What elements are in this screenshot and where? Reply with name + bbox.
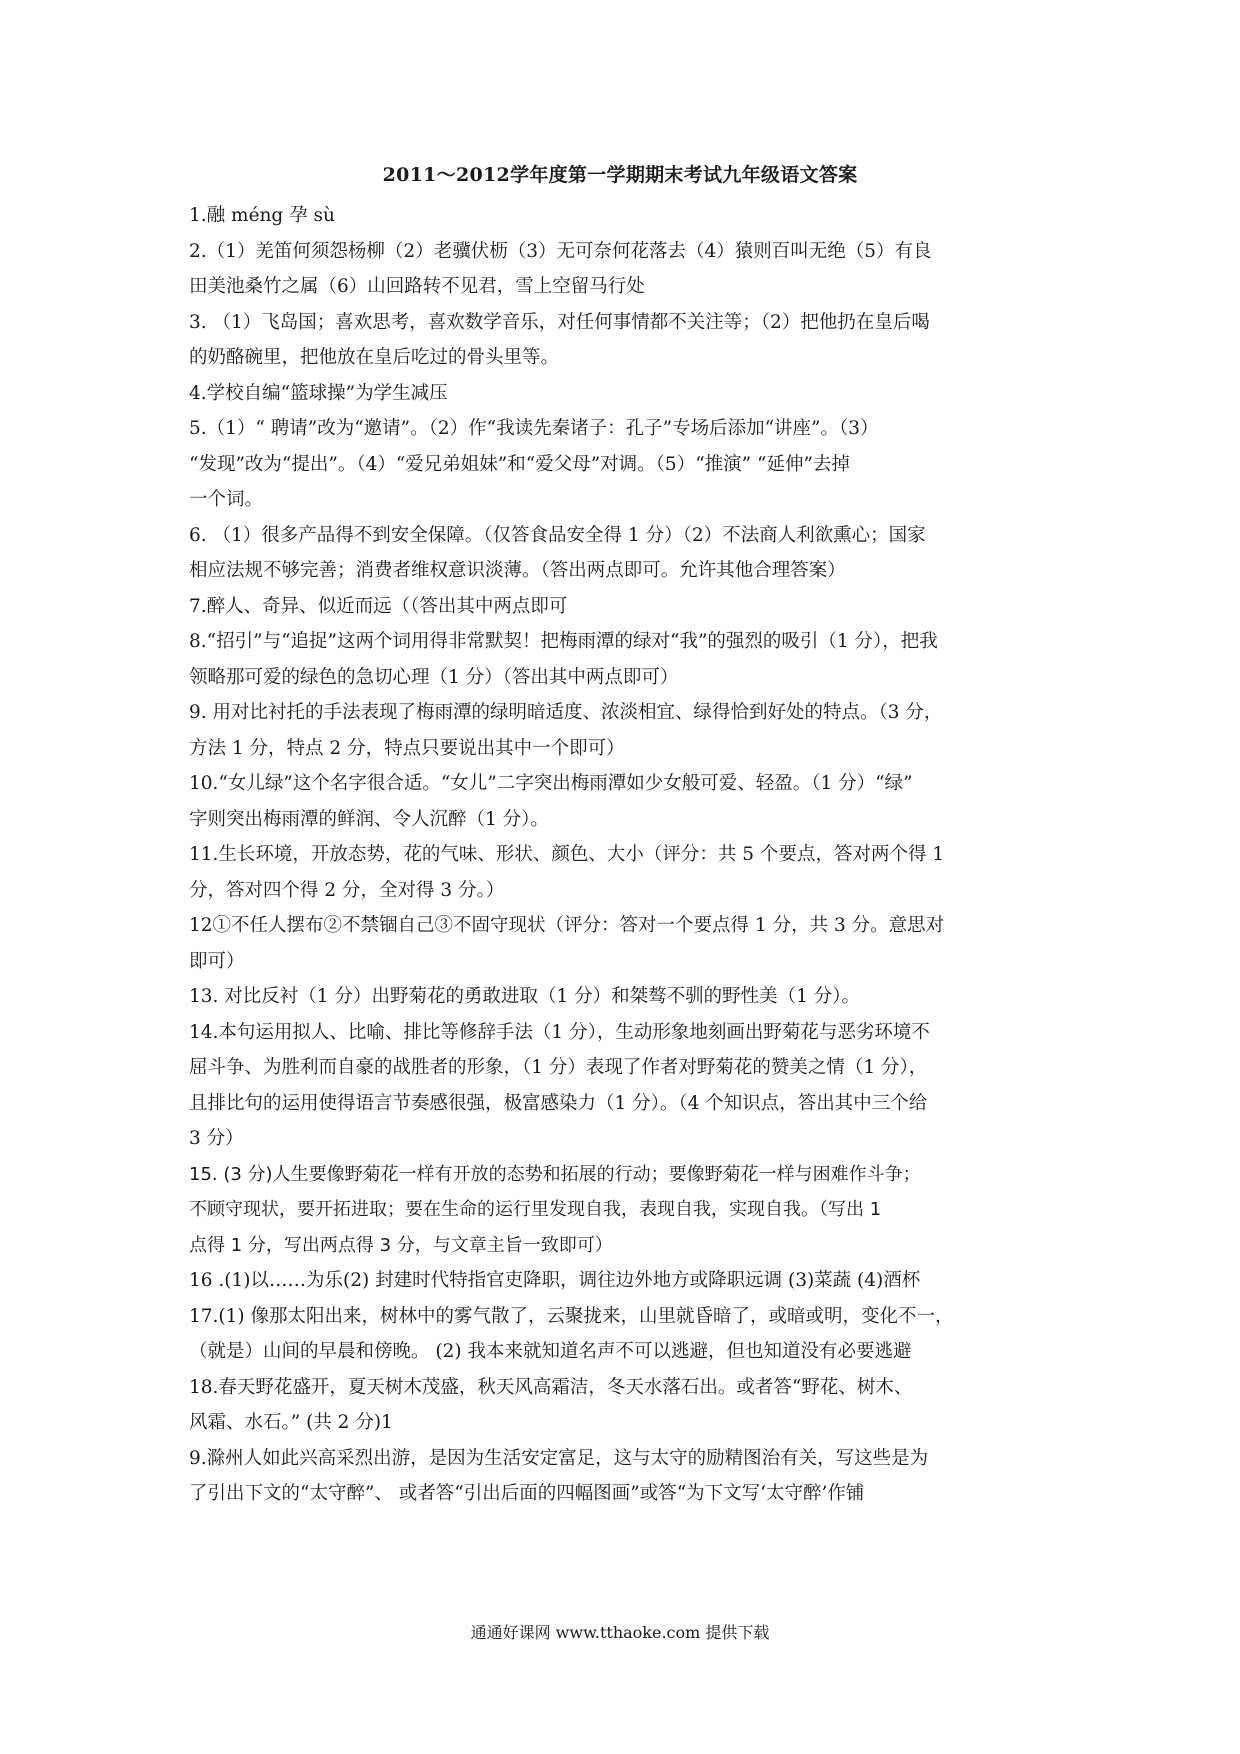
answer-line: 田美池桑竹之属（6）山回路转不见君，雪上空留马行处 bbox=[189, 276, 645, 297]
answer-line: “发现”改为“提出”。（4）“爱兄弟姐妹”和“爱父母”对调。（5）“推演” “延伸”去掉 bbox=[189, 453, 850, 475]
answer-line: 不顾守现状，要开拓进取；要在生命的运行里发现自我，表现自我，实现自我。（写出 1 bbox=[189, 1199, 882, 1220]
document-title: 2011～2012学年度第一学期期末考试九年级语文答案 bbox=[382, 164, 858, 186]
answer-line: 9. 用对比衬托的手法表现了梅雨潭的绿明暗适度、浓淡相宜、绿得恰到好处的特点。（3 分， bbox=[189, 702, 943, 723]
answer-line: 相应法规不够完善；消费者维权意识淡薄。（答出两点即可。允许其他合理答案） bbox=[189, 560, 846, 581]
answer-line: 2.（1）羌笛何须怨杨柳（2）老骥伏枥（3）无可奈何花落去（4）猿则百叫无绝（5）有良 bbox=[189, 240, 932, 262]
answer-line: 14.本句运用拟人、比喻、排比等修辞手法（1 分），生动形象地刻画出野菊花与恶劣环境不 bbox=[189, 1021, 930, 1043]
answer-line: 字则突出梅雨潭的鲜润、令人沉醉（1 分）。 bbox=[189, 808, 549, 830]
answer-line: 3. （1）飞岛国；喜欢思考，喜欢数学音乐，对任何事情都不关注等；（2）把他扔在皇后喝 bbox=[189, 311, 930, 333]
answer-line: 分，答对四个得 2 分，全对得 3 分。） bbox=[189, 879, 505, 901]
answer-line: 4.学校自编“篮球操”为学生减压 bbox=[189, 382, 448, 404]
answer-line: 6. （1）很多产品得不到安全保障。（仅答食品安全得 1 分）（2）不法商人利欲熏心；国家 bbox=[189, 524, 926, 546]
answer-line: 且排比句的运用使得语言节奏感很强，极富感染力（1 分）。（4 个知识点，答出其中三个给 bbox=[189, 1092, 928, 1114]
answer-line: 15. (3 分)人生要像野菊花一样有开放的态势和拓展的行动；要像野菊花一样与困难作斗争； bbox=[189, 1163, 921, 1185]
answer-line: 的奶酪碗里，把他放在皇后吃过的骨头里等。 bbox=[189, 347, 560, 368]
answer-line: 13. 对比反衬（1 分）出野菊花的勇敢进取（1 分）和桀骜不驯的野性美（1 分）。 bbox=[189, 986, 861, 1007]
answer-line: 12①不任人摆布②不禁锢自己③不固守现状（评分：答对一个要点得 1 分，共 3 分。意思对 bbox=[189, 915, 945, 936]
answer-line: 了引出下文的“太守醉”、 或者答“引出后面的四幅图画”或答“为下文写‘太守醉’作铺 bbox=[189, 1483, 865, 1504]
answer-line: 8.“招引”与“追捉”这两个词用得非常默契！把梅雨潭的绿对“我”的强烈的吸引（1 分），把我 bbox=[189, 631, 938, 652]
answer-line: 7.醉人、奇异、似近而远（（答出其中两点即可 bbox=[189, 595, 568, 617]
answer-line: 领略那可爱的绿色的急切心理（1 分）（答出其中两点即可） bbox=[189, 666, 679, 688]
answer-line: （就是）山间的早晨和傍晚。 (2) 我本来就知道名声不可以逃避，但也知道没有必要逃避 bbox=[189, 1341, 912, 1362]
answer-line: 9.滁州人如此兴高采烈出游，是因为生活安定富足，这与太守的励精图治有关，写这些是为 bbox=[189, 1447, 929, 1469]
answer-line: 1.融 méng 孕 sù bbox=[189, 205, 335, 226]
answer-line: 16 .(1)以……为乐(2) 封建时代特指官吏降职，调往边外地方或降职远调 (3)菜蔬 (4)酒杯 bbox=[189, 1270, 921, 1291]
answer-line: 17.(1) 像那太阳出来，树林中的雾气散了，云聚拢来，山里就昏暗了，或暗或明，变化不一， bbox=[189, 1305, 954, 1327]
answer-line: 11.生长环境，开放态势，花的气味、形状、颜色、大小（评分：共 5 个要点，答对两个得 1 bbox=[189, 844, 945, 865]
answer-line: 3 分） bbox=[189, 1128, 244, 1149]
answer-line: 10.“女儿绿”这个名字很合适。“女儿”二字突出梅雨潭如少女般可爱、轻盈。（1 分）“绿” bbox=[189, 773, 913, 794]
answer-line: 18.春天野花盛开，夏天树木茂盛，秋天风高霜洁，冬天水落石出。或者答“野花、树木、 bbox=[189, 1376, 913, 1398]
answer-line: 5.（1）“ 聘请”改为“邀请”。（2）作“我读先秦诸子：孔子”专场后添加“讲座”。（3） bbox=[189, 418, 879, 439]
answer-line: 屈斗争、为胜利而自豪的战胜者的形象，（1 分）表现了作者对野菊花的赞美之情（1 分）， bbox=[189, 1057, 928, 1078]
answer-line: 风霜、水石。” (共 2 分)1 bbox=[189, 1412, 393, 1433]
answer-line: 一个词。 bbox=[189, 489, 264, 510]
answer-line: 方法 1 分，特点 2 分，特点只要说出其中一个即可） bbox=[189, 737, 625, 759]
answer-line: 即可） bbox=[189, 950, 245, 972]
answer-line: 点得 1 分，写出两点得 3 分，与文章主旨一致即可） bbox=[189, 1234, 613, 1256]
answer-key-body bbox=[189, 198, 1059, 1512]
footer-credit: 通通好课网 www.tthaoke.com 提供下载 bbox=[470, 1623, 770, 1642]
